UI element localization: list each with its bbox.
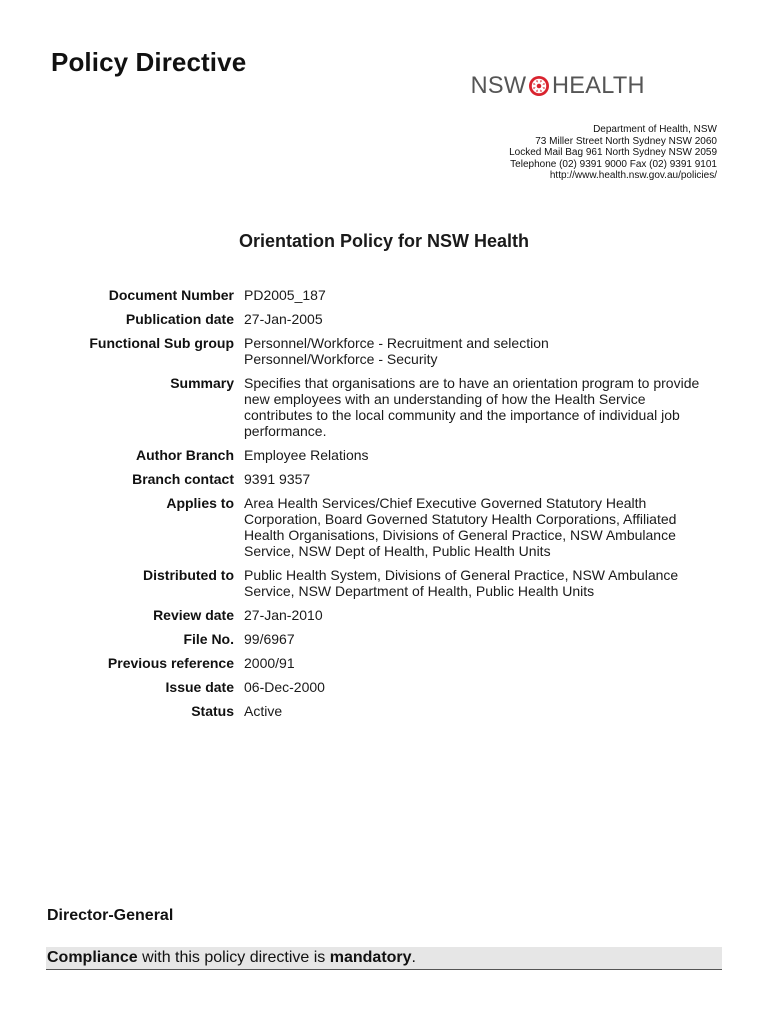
meta-value-line: Personnel/Workforce - Security bbox=[244, 351, 438, 367]
meta-row-document-number bbox=[0, 287, 768, 303]
meta-value bbox=[244, 655, 714, 671]
meta-row-file-no bbox=[0, 631, 768, 647]
meta-value-line: 06-Dec-2000 bbox=[244, 679, 325, 695]
meta-value-line: Area Health Services/Chief Executive Governed Statutory Health bbox=[244, 495, 647, 511]
waratah-emblem-icon bbox=[528, 75, 550, 97]
meta-row-functional-sub-group bbox=[0, 335, 768, 367]
meta-row-author-branch bbox=[0, 447, 768, 463]
compliance-statement bbox=[47, 948, 416, 968]
meta-value bbox=[244, 631, 714, 647]
address-line: 73 Miller Street North Sydney NSW 2060 bbox=[535, 135, 717, 147]
compliance-period: . bbox=[411, 949, 416, 966]
compliance-banner bbox=[46, 947, 722, 970]
meta-value-line: Specifies that organisations are to have an orientation program to provide bbox=[244, 375, 700, 391]
document-title: Orientation Policy for NSW Health bbox=[238, 231, 530, 251]
meta-value-line: Health Organisations, Divisions of General Practice, NSW Ambulance bbox=[244, 527, 676, 543]
meta-value bbox=[244, 703, 714, 719]
page-title: Policy Directive bbox=[51, 47, 247, 77]
meta-label: Applies to bbox=[166, 495, 234, 511]
meta-value-line: Personnel/Workforce - Recruitment and selection bbox=[244, 335, 549, 351]
document-metadata-table bbox=[0, 287, 768, 727]
meta-value-line: 2000/91 bbox=[244, 655, 295, 671]
meta-value bbox=[244, 679, 714, 695]
meta-label: File No. bbox=[183, 631, 234, 647]
meta-row-status bbox=[0, 703, 768, 719]
meta-value bbox=[244, 447, 714, 463]
meta-value bbox=[244, 335, 714, 367]
compliance-middle-text: with this policy directive is bbox=[137, 949, 330, 966]
meta-row-distributed-to bbox=[0, 567, 768, 599]
meta-value-line: Corporation, Board Governed Statutory Health Corporations, Affiliated bbox=[244, 511, 677, 527]
department-address bbox=[509, 124, 717, 182]
address-line: Telephone (02) 9391 9000 Fax (02) 9391 9101 bbox=[510, 158, 717, 170]
meta-row-publication-date bbox=[0, 311, 768, 327]
meta-value-line: Public Health System, Divisions of General Practice, NSW Ambulance bbox=[244, 567, 679, 583]
nsw-health-logo bbox=[470, 72, 646, 100]
meta-label: Issue date bbox=[165, 679, 234, 695]
meta-label: Document Number bbox=[108, 287, 234, 303]
meta-label: Functional Sub group bbox=[89, 335, 234, 351]
meta-value bbox=[244, 311, 714, 327]
meta-value-line: Employee Relations bbox=[244, 447, 369, 463]
meta-row-branch-contact bbox=[0, 471, 768, 487]
meta-value-line: 99/6967 bbox=[244, 631, 295, 647]
meta-label: Summary bbox=[170, 375, 234, 391]
address-line: Locked Mail Bag 961 North Sydney NSW 2059 bbox=[509, 147, 717, 158]
meta-label: Publication date bbox=[125, 311, 234, 327]
meta-value bbox=[244, 471, 714, 487]
meta-row-review-date bbox=[0, 607, 768, 623]
meta-row-summary bbox=[0, 375, 768, 439]
policies-url: http://www.health.nsw.gov.au/policies/ bbox=[549, 170, 717, 181]
meta-value bbox=[244, 287, 714, 303]
meta-value-line: Service, NSW Department of Health, Public Health Units bbox=[244, 583, 595, 599]
meta-row-issue-date bbox=[0, 679, 768, 695]
meta-value-line: 9391 9357 bbox=[244, 471, 311, 487]
address-line: Department of Health, NSW bbox=[593, 124, 717, 135]
compliance-keyword: Compliance bbox=[47, 949, 138, 966]
meta-label: Review date bbox=[153, 607, 234, 623]
signatory-heading: Director-General bbox=[47, 907, 174, 924]
meta-value bbox=[244, 567, 714, 599]
logo-text-health: HEALTH bbox=[551, 72, 645, 99]
meta-value-line: performance. bbox=[244, 423, 327, 439]
meta-value-line: 27-Jan-2010 bbox=[244, 607, 323, 623]
meta-value-line: 27-Jan-2005 bbox=[244, 311, 323, 327]
logo-text-nsw: NSW bbox=[470, 72, 527, 99]
meta-value bbox=[244, 495, 714, 559]
status-value: Active bbox=[244, 703, 283, 719]
meta-label: Distributed to bbox=[143, 567, 234, 583]
meta-row-applies-to bbox=[0, 495, 768, 559]
meta-label: Author Branch bbox=[136, 447, 234, 463]
meta-label: Status bbox=[191, 703, 234, 719]
meta-value bbox=[244, 607, 714, 623]
meta-value-line: new employees with an understanding of how the Health Service bbox=[244, 391, 646, 407]
meta-value-line: PD2005_187 bbox=[244, 287, 326, 303]
meta-label: Previous reference bbox=[107, 655, 234, 671]
meta-row-previous-reference bbox=[0, 655, 768, 671]
meta-label: Branch contact bbox=[132, 471, 234, 487]
meta-value-line: Service, NSW Dept of Health, Public Health Units bbox=[244, 543, 551, 559]
mandatory-keyword: mandatory bbox=[329, 949, 412, 966]
meta-value bbox=[244, 375, 714, 439]
meta-value-line: contributes to the local community and the importance of individual job bbox=[244, 407, 680, 423]
